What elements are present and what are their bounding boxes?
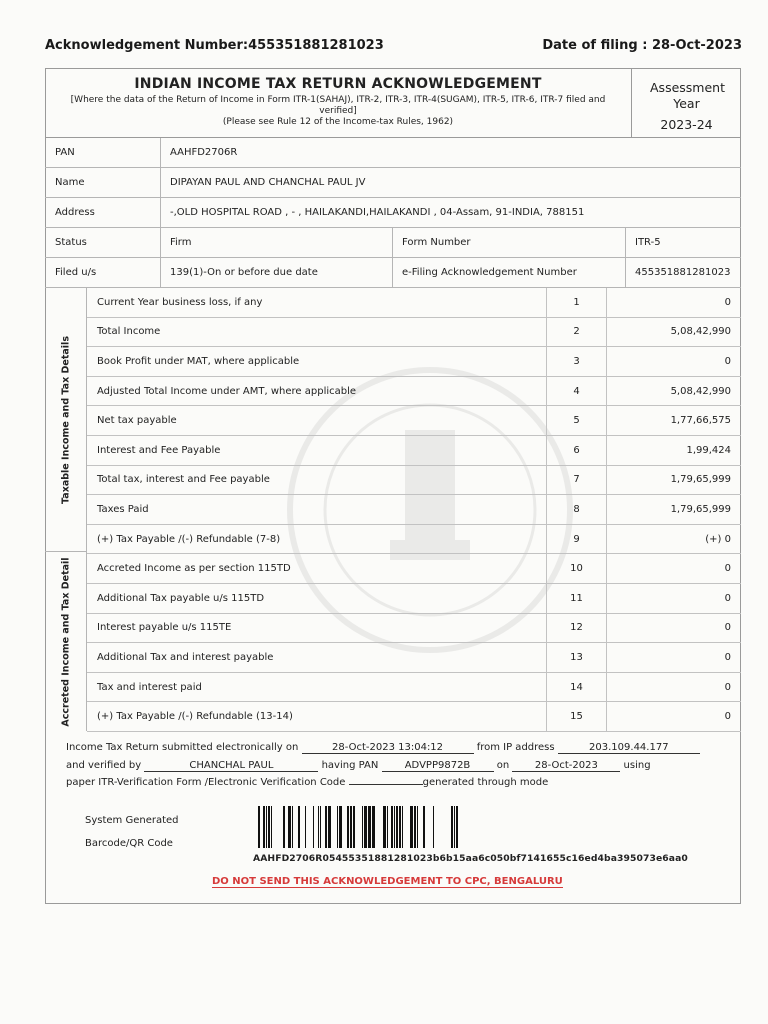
date-of-filing: Date of filing : 28-Oct-2023 xyxy=(542,38,742,53)
verifier-pan: ADVPP9872B xyxy=(382,760,494,772)
barcode-bar xyxy=(456,806,458,848)
barcode-bar xyxy=(320,806,321,848)
address-value: -,OLD HOSPITAL ROAD , - , HAILAKANDI,HAILAKANDI , 04-Assam, 91-INDIA, 788151 xyxy=(170,207,585,218)
barcode-bar xyxy=(305,806,306,848)
barcode-bar xyxy=(263,806,265,848)
row-description: Interest and Fee Payable xyxy=(97,444,221,456)
title-block xyxy=(45,68,632,138)
row-description: Interest payable u/s 115TE xyxy=(97,622,232,634)
ip-address: 203.109.44.177 xyxy=(558,742,700,754)
row-number: 12 xyxy=(546,614,607,643)
verified-by-text: and verified by xyxy=(66,760,142,771)
barcode-bar xyxy=(292,806,293,848)
barcode-bar xyxy=(399,806,401,848)
acknowledgement-number: Acknowledgement Number:455351881281023 xyxy=(45,38,384,53)
row-value: 1,79,65,999 xyxy=(670,474,731,486)
name-value: DIPAYAN PAUL AND CHANCHAL PAUL JV xyxy=(170,177,366,188)
title-rule-note: (Please see Rule 12 of the Income-tax Rules, 1962) xyxy=(222,117,454,127)
submission-datetime: 28-Oct-2023 13:04:12 xyxy=(302,742,474,754)
barcode-bar xyxy=(391,806,393,848)
pan-label: PAN xyxy=(55,147,75,158)
barcode-bar xyxy=(414,806,416,848)
barcode-bar xyxy=(410,806,413,848)
row-description: Book Profit under MAT, where applicable xyxy=(97,355,300,367)
row-description: (+) Tax Payable /(-) Refundable (13-14) xyxy=(97,711,293,723)
barcode-bar xyxy=(313,806,314,848)
filed-value: 139(1)-On or before due date xyxy=(170,267,318,278)
efiling-value: 455351881281023 xyxy=(635,267,731,278)
barcode-image xyxy=(258,806,458,848)
barcode-bar xyxy=(368,806,371,848)
barcode-bar xyxy=(423,806,425,848)
barcode-bar xyxy=(271,806,272,848)
table-row xyxy=(87,318,741,348)
page-title: INDIAN INCOME TAX RETURN ACKNOWLEDGEMENT xyxy=(134,76,542,92)
table-row xyxy=(87,614,741,644)
table-row xyxy=(87,347,741,377)
row-value: 1,99,424 xyxy=(686,444,731,456)
barcode-bar xyxy=(283,806,285,848)
submission-line xyxy=(66,742,700,754)
accreted-income-section xyxy=(45,551,87,731)
barcode-bar xyxy=(383,806,386,848)
barcode-bar xyxy=(258,806,260,848)
on-text: on xyxy=(496,760,510,771)
barcode-bar xyxy=(337,806,338,848)
verifier-name: CHANCHAL PAUL xyxy=(144,760,318,772)
row-description: Accreted Income as per section 115TD xyxy=(97,563,291,575)
table-row xyxy=(87,466,741,496)
barcode-bar xyxy=(268,806,270,848)
barcode-bar xyxy=(396,806,398,848)
barcode-bar xyxy=(394,806,395,848)
accreted-income-section-label: Accreted Income and Tax Detail xyxy=(60,556,71,727)
system-generated-label: System Generated xyxy=(85,815,179,826)
address-row xyxy=(45,198,741,228)
table-row xyxy=(87,406,741,436)
form-number-value: ITR-5 xyxy=(635,237,661,248)
row-number: 1 xyxy=(546,288,607,317)
evc-text: paper ITR-Verification Form /Electronic Verification Code xyxy=(66,777,346,788)
row-description: Total tax, interest and Fee payable xyxy=(97,474,270,486)
table-row xyxy=(87,288,741,318)
table-row xyxy=(87,554,741,584)
table-row xyxy=(87,436,741,466)
row-number: 5 xyxy=(546,406,607,435)
row-description: Additional Tax and interest payable xyxy=(97,651,274,663)
pan-value: AAHFD2706R xyxy=(170,147,238,158)
barcode-bar xyxy=(402,806,403,848)
table-row xyxy=(87,525,741,555)
row-description: (+) Tax Payable /(-) Refundable (7-8) xyxy=(97,533,281,545)
table-row xyxy=(87,377,741,407)
row-description: Additional Tax payable u/s 115TD xyxy=(97,592,265,604)
using-text: using xyxy=(623,760,651,771)
mode-line xyxy=(66,777,548,788)
row-number: 13 xyxy=(546,643,607,672)
row-description: Taxes Paid xyxy=(97,503,149,515)
row-number: 6 xyxy=(546,436,607,465)
barcode-bar xyxy=(417,806,418,848)
address-label: Address xyxy=(55,207,95,218)
verification-line xyxy=(66,760,651,772)
row-value: 0 xyxy=(724,681,731,693)
table-row xyxy=(87,673,741,703)
barcode-bar xyxy=(353,806,355,848)
evc-blank xyxy=(349,784,423,785)
table-row xyxy=(87,643,741,673)
row-value: 5,08,42,990 xyxy=(670,326,731,338)
barcode-bar xyxy=(372,806,375,848)
assessment-year-block xyxy=(632,68,741,138)
cpc-warning: DO NOT SEND THIS ACKNOWLEDGEMENT TO CPC, BENGALURU xyxy=(212,876,563,887)
barcode-bar xyxy=(288,806,291,848)
status-label: Status xyxy=(55,237,87,248)
row-number: 2 xyxy=(546,318,607,347)
row-value: (+) 0 xyxy=(705,533,731,545)
barcode-bar xyxy=(347,806,349,848)
title-subtitle: [Where the data of the Return of Income in Form ITR-1(SAHAJ), ITR-2, ITR-3, ITR-4(SUGAM), ITR-5, ITR-6, ITR-7 filed and verified] xyxy=(70,95,606,116)
row-value: 0 xyxy=(724,563,731,575)
table-row xyxy=(87,584,741,614)
row-value: 1,77,66,575 xyxy=(670,415,731,427)
row-value: 0 xyxy=(724,355,731,367)
barcode-bar xyxy=(364,806,367,848)
ip-text: from IP address xyxy=(476,742,555,753)
row-number: 3 xyxy=(546,347,607,376)
row-value: 0 xyxy=(724,592,731,604)
row-value: 1,79,65,999 xyxy=(670,503,731,515)
row-number: 9 xyxy=(546,525,607,554)
barcode-bar xyxy=(266,806,267,848)
barcode-bar xyxy=(298,806,300,848)
status-row xyxy=(45,228,741,258)
row-number: 11 xyxy=(546,584,607,613)
row-description: Tax and interest paid xyxy=(97,681,202,693)
table-row xyxy=(87,495,741,525)
row-number: 10 xyxy=(546,554,607,583)
barcode-bar xyxy=(387,806,388,848)
barcode-bar xyxy=(339,806,342,848)
row-value: 0 xyxy=(724,711,731,723)
submission-text: Income Tax Return submitted electronically on xyxy=(66,742,299,753)
row-value: 0 xyxy=(724,622,731,634)
row-description: Net tax payable xyxy=(97,415,177,427)
row-number: 8 xyxy=(546,495,607,524)
barcode-label: Barcode/QR Code xyxy=(85,838,173,849)
row-number: 15 xyxy=(546,702,607,731)
having-pan-text: having PAN xyxy=(321,760,379,771)
assessment-year-label: Assessment Year xyxy=(650,80,725,111)
status-value: Firm xyxy=(170,237,192,248)
table-row xyxy=(87,702,741,732)
barcode-bar xyxy=(325,806,327,848)
row-description: Current Year business loss, if any xyxy=(97,296,263,308)
barcode-bar xyxy=(318,806,319,848)
barcode-bar xyxy=(454,806,455,848)
row-value: 0 xyxy=(724,651,731,663)
pan-row xyxy=(45,138,741,168)
filed-label: Filed u/s xyxy=(55,267,97,278)
verification-date: 28-Oct-2023 xyxy=(512,760,620,772)
name-row xyxy=(45,168,741,198)
row-description: Adjusted Total Income under AMT, where applicable xyxy=(97,385,357,397)
taxable-income-section xyxy=(45,288,87,551)
row-number: 14 xyxy=(546,673,607,702)
form-number-label: Form Number xyxy=(402,237,471,248)
barcode-bar xyxy=(350,806,352,848)
mode-text: generated through mode xyxy=(422,777,549,788)
row-value: 0 xyxy=(724,296,731,308)
efiling-label: e-Filing Acknowledgement Number xyxy=(402,267,577,278)
row-number: 7 xyxy=(546,466,607,495)
barcode-bar xyxy=(362,806,363,848)
assessment-year-value: 2023-24 xyxy=(660,117,713,132)
name-label: Name xyxy=(55,177,85,188)
barcode-bar xyxy=(433,806,434,848)
barcode-bar xyxy=(328,806,331,848)
row-number: 4 xyxy=(546,377,607,406)
taxable-income-section-label: Taxable Income and Tax Details xyxy=(60,335,71,504)
row-description: Total Income xyxy=(97,326,161,338)
row-value: 5,08,42,990 xyxy=(670,385,731,397)
barcode-bar xyxy=(451,806,453,848)
filed-row xyxy=(45,258,741,288)
barcode-hash: AAHFD2706R05455351881281023b6b15aa6c050bf7141655c16ed4ba395073e6aa0 xyxy=(253,853,688,864)
